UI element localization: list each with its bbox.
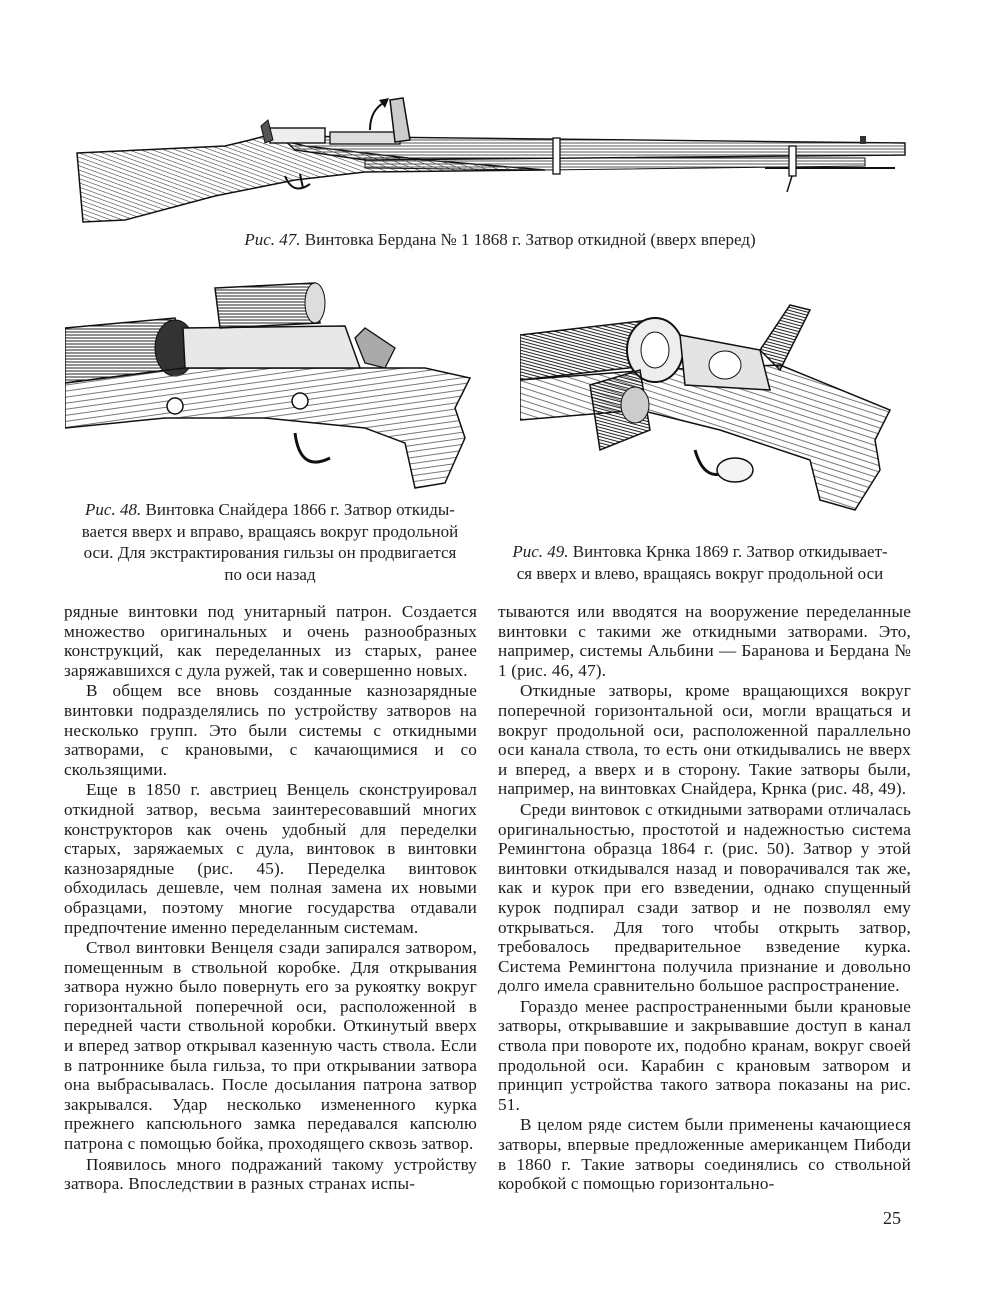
paragraph: тываются или вводятся на вооружение переделанные винтовки с такими же откидными затворами. Это, например, системы Альбини — Баранова и Бердана № 1 (рис. 46, 47). (498, 602, 911, 680)
figure-48-label: Рис. 48. (85, 500, 142, 519)
right-text-column (498, 602, 911, 1194)
paragraph: Ствол винтовки Венцеля сзади запирался затвором, помещенным в ствольной коробке. Для открывания затвора нужно было повернуть его за рукоятку вокруг горизонтальной поперечной оси, расположенной в передней части ствольной коробки. Откинутый вверх и вперед затвор открывал казенную часть ствола. Если в патроннике была гильза, то при открывании затвора она выбрасывалась. После досылания патрона затвор закрывался. Удар несколько измененного курка прежнего капсюльного замка передавался капсюлю патрона с помощью бойка, проходящего сквозь затвор. (64, 938, 477, 1154)
paragraph: Появилось много подражаний такому устройству затвора. Впоследствии в разных странах испы- (64, 1154, 477, 1194)
paragraph: В целом ряде систем были применены качающиеся затворы, впервые предложенные американцем Пибоди в 1860 г. Такие затворы соединялись со ствольной коробкой с помощью горизонтально- (498, 1115, 911, 1194)
figure-47-caption-text: Винтовка Бердана № 1 1868 г. Затвор откидной (вверх вперед) (304, 230, 756, 249)
page-number: 25 (883, 1208, 901, 1228)
figure-49-caption (490, 541, 910, 584)
paragraph: Среди винтовок с откидными затворами отличалась оригинальностью, простотой и надежностью система Ремингтона образца 1864 г. (рис. 50). Затвор у этой винтовки откидывался назад и поворачивался так же, как и курок при его взведении, однако спущенный курок подпирал сзади затвор и не позволял ему открываться. Для того чтобы открыть затвор, требовалось предварительное взведение курка. Система Ремингтона получила признание и довольно долго имела сравнительно большое распространение. (498, 799, 911, 996)
paragraph: рядные винтовки под унитарный патрон. Создается множество оригинальных и очень разнообразных конструкций, как переделанных из старых, ранее заряжавшихся с дула ружей, так и совершенно новых. (64, 602, 477, 680)
figure-49-caption-line: Винтовка Крнка 1869 г. Затвор откидывает- (572, 542, 888, 561)
paragraph: Еще в 1850 г. австриец Венцель сконструировал откидной затвор, весьма заинтересовавший многих конструкторов как очень удобный для переделки старых, заряжаемых с дула, винтовок в винтовки казнозарядные (рис. 45). Переделка винтовок обходилась дешевле, чем полная замена их новыми образцами, поэтому многие государства отдавали предпочтение именно переделанным системам. (64, 780, 477, 937)
paragraph: Откидные затворы, кроме вращающихся вокруг поперечной горизонтальной оси, могли вращаться и вокруг продольной оси, расположенной параллельно оси канала ствола, то есть они откидывались не вверх и вперед, а вверх и в сторону. Такие затворы были, например, на винтовках Снайдера, Крнка (рис. 48, 49). (498, 681, 911, 799)
figure-48-caption-line: оси. Для экстрактирования гильзы он продвигается (83, 543, 457, 562)
berdan-rifle-drawing (65, 88, 945, 223)
snider-breech-drawing (65, 268, 475, 490)
figure-47-label: Рис. 47. (244, 230, 301, 249)
figure-47-caption (150, 229, 850, 251)
figure-48-snider-image (65, 268, 475, 490)
figure-49-caption-line: ся вверх и влево, вращаясь вокруг продольной оси (516, 563, 884, 583)
figure-47-rifle-image (65, 88, 945, 223)
figure-48-caption-line: по оси назад (224, 564, 316, 584)
paragraph: В общем все вновь созданные казнозарядные винтовки подразделялись по устройству затворов на несколько групп. Это были системы с откидными затворами, с крановыми, с качающимися и со скользящими. (64, 681, 477, 779)
figure-48-caption (62, 499, 478, 585)
paragraph: Гораздо менее распространенными были крановые затворы, открывавшие и закрывавшие доступ в канал ствола при повороте их, подобно кранам, вокруг своей продольной оси. Карабин с крановым затвором и принцип устройства такого затвора показаны на рис. 51. (498, 996, 911, 1114)
krnka-breech-drawing (520, 290, 900, 535)
figure-49-krnka-image (520, 290, 900, 535)
figure-49-label: Рис. 49. (512, 542, 569, 561)
figure-48-caption-line: Винтовка Снайдера 1866 г. Затвор откиды- (145, 500, 455, 519)
figure-48-caption-line: вается вверх и вправо, вращаясь вокруг продольной (81, 521, 459, 541)
left-text-column (64, 602, 477, 1194)
